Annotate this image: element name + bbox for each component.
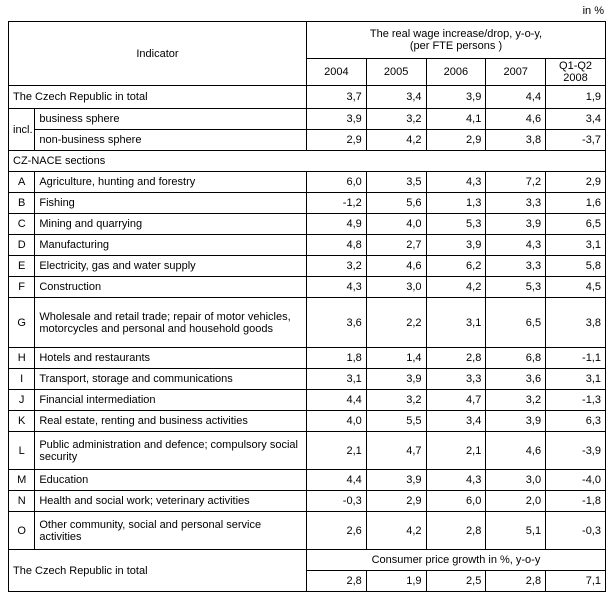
section-code-a: A bbox=[9, 172, 35, 193]
cell-i-2004: 3,1 bbox=[306, 369, 366, 390]
section-name-l: Public administration and defence; compulsory social security bbox=[35, 432, 307, 470]
cell-nonbusiness-q1q2-2008: -3,7 bbox=[546, 130, 606, 151]
cpi-header: Consumer price growth in %, y-o-y bbox=[306, 550, 605, 571]
header-group-title bbox=[306, 22, 605, 59]
cell-n-2005: 2,9 bbox=[366, 491, 426, 512]
cell-k-q1q2-2008: 6,3 bbox=[546, 411, 606, 432]
section-code-m: M bbox=[9, 470, 35, 491]
wage-statistics-table bbox=[8, 21, 606, 592]
table-row-section-g bbox=[9, 298, 606, 348]
cell-cpi-2004: 2,8 bbox=[306, 571, 366, 592]
cell-business-2006: 4,1 bbox=[426, 109, 486, 130]
cell-k-2005: 5,5 bbox=[366, 411, 426, 432]
cell-business-q1q2-2008: 3,4 bbox=[546, 109, 606, 130]
section-code-d: D bbox=[9, 235, 35, 256]
cell-e-2004: 3,2 bbox=[306, 256, 366, 277]
cell-total-2005: 3,4 bbox=[366, 86, 426, 109]
section-code-n: N bbox=[9, 491, 35, 512]
cell-b-2004: -1,2 bbox=[306, 193, 366, 214]
cell-e-2005: 4,6 bbox=[366, 256, 426, 277]
cell-m-2007: 3,0 bbox=[486, 470, 546, 491]
table-header-row-top bbox=[9, 22, 606, 59]
cell-d-2006: 3,9 bbox=[426, 235, 486, 256]
cell-l-2004: 2,1 bbox=[306, 432, 366, 470]
section-code-g: G bbox=[9, 298, 35, 348]
cell-nonbusiness-2007: 3,8 bbox=[486, 130, 546, 151]
cell-g-2005: 2,2 bbox=[366, 298, 426, 348]
cell-o-2005: 4,2 bbox=[366, 512, 426, 550]
section-code-h: H bbox=[9, 348, 35, 369]
section-code-k: K bbox=[9, 411, 35, 432]
table-row-section-a bbox=[9, 172, 606, 193]
cell-d-q1q2-2008: 3,1 bbox=[546, 235, 606, 256]
section-name-o: Other community, social and personal service activities bbox=[35, 512, 307, 550]
cell-c-2004: 4,9 bbox=[306, 214, 366, 235]
table-row-section-k bbox=[9, 411, 606, 432]
cell-total-2007: 4,4 bbox=[486, 86, 546, 109]
cell-j-2006: 4,7 bbox=[426, 390, 486, 411]
cell-business-2005: 3,2 bbox=[366, 109, 426, 130]
cell-o-2006: 2,8 bbox=[426, 512, 486, 550]
cell-h-2007: 6,8 bbox=[486, 348, 546, 369]
table-row-section-f bbox=[9, 277, 606, 298]
section-code-o: O bbox=[9, 512, 35, 550]
cell-c-2005: 4,0 bbox=[366, 214, 426, 235]
section-name-k: Real estate, renting and business activities bbox=[35, 411, 307, 432]
cell-k-2006: 3,4 bbox=[426, 411, 486, 432]
cell-h-2005: 1,4 bbox=[366, 348, 426, 369]
cell-o-2007: 5,1 bbox=[486, 512, 546, 550]
cell-a-q1q2-2008: 2,9 bbox=[546, 172, 606, 193]
section-name-a: Agriculture, hunting and forestry bbox=[35, 172, 307, 193]
section-code-b: B bbox=[9, 193, 35, 214]
header-period-line2: 2008 bbox=[563, 72, 588, 84]
cell-total-q1q2-2008: 1,9 bbox=[546, 86, 606, 109]
section-name-g: Wholesale and retail trade; repair of motor vehicles, motorcycles and personal and household goods bbox=[35, 298, 307, 348]
cell-n-2007: 2,0 bbox=[486, 491, 546, 512]
table-row-section-m bbox=[9, 470, 606, 491]
cell-o-2004: 2,6 bbox=[306, 512, 366, 550]
cell-c-2007: 3,9 bbox=[486, 214, 546, 235]
table-row-section-j bbox=[9, 390, 606, 411]
table-row-section-c bbox=[9, 214, 606, 235]
cell-k-2007: 3,9 bbox=[486, 411, 546, 432]
cell-a-2004: 6,0 bbox=[306, 172, 366, 193]
cell-l-q1q2-2008: -3,9 bbox=[546, 432, 606, 470]
header-period-line1: Q1-Q2 bbox=[559, 60, 593, 72]
unit-note: in % bbox=[582, 5, 604, 17]
cell-j-2004: 4,4 bbox=[306, 390, 366, 411]
section-code-c: C bbox=[9, 214, 35, 235]
section-name-h: Hotels and restaurants bbox=[35, 348, 307, 369]
cell-total-2004: 3,7 bbox=[306, 86, 366, 109]
cell-a-2006: 4,3 bbox=[426, 172, 486, 193]
header-year-2005: 2005 bbox=[366, 59, 426, 86]
table-row-czech-republic-total bbox=[9, 86, 606, 109]
cell-i-2007: 3,6 bbox=[486, 369, 546, 390]
cell-h-q1q2-2008: -1,1 bbox=[546, 348, 606, 369]
cell-cpi-2005: 1,9 bbox=[366, 571, 426, 592]
table-row-non-business-sphere bbox=[9, 130, 606, 151]
section-name-b: Fishing bbox=[35, 193, 307, 214]
table-row-business-sphere bbox=[9, 109, 606, 130]
cell-nonbusiness-2005: 4,2 bbox=[366, 130, 426, 151]
cell-j-q1q2-2008: -1,3 bbox=[546, 390, 606, 411]
cell-m-2006: 4,3 bbox=[426, 470, 486, 491]
header-indicator: Indicator bbox=[9, 22, 307, 86]
cell-b-2007: 3,3 bbox=[486, 193, 546, 214]
cell-e-2007: 3,3 bbox=[486, 256, 546, 277]
section-name-j: Financial intermediation bbox=[35, 390, 307, 411]
table-row-section-i bbox=[9, 369, 606, 390]
table-row-section-n bbox=[9, 491, 606, 512]
cell-g-2006: 3,1 bbox=[426, 298, 486, 348]
row-label-business-sphere: business sphere bbox=[35, 109, 307, 130]
cell-d-2004: 4,8 bbox=[306, 235, 366, 256]
cell-business-2004: 3,9 bbox=[306, 109, 366, 130]
cell-f-2005: 3,0 bbox=[366, 277, 426, 298]
cell-total-2006: 3,9 bbox=[426, 86, 486, 109]
cell-j-2007: 3,2 bbox=[486, 390, 546, 411]
table-row-section-b bbox=[9, 193, 606, 214]
section-name-i: Transport, storage and communications bbox=[35, 369, 307, 390]
cell-a-2007: 7,2 bbox=[486, 172, 546, 193]
header-year-2006: 2006 bbox=[426, 59, 486, 86]
section-name-d: Manufacturing bbox=[35, 235, 307, 256]
row-label-czech-republic-total-bottom: The Czech Republic in total bbox=[9, 550, 307, 592]
cznace-sections-header: CZ-NACE sections bbox=[9, 151, 606, 172]
cell-k-2004: 4,0 bbox=[306, 411, 366, 432]
header-group-title-line2: (per FTE persons ) bbox=[409, 40, 503, 52]
cell-c-2006: 5,3 bbox=[426, 214, 486, 235]
cell-nonbusiness-2004: 2,9 bbox=[306, 130, 366, 151]
cell-cpi-2007: 2,8 bbox=[486, 571, 546, 592]
cell-g-2004: 3,6 bbox=[306, 298, 366, 348]
cell-business-2007: 4,6 bbox=[486, 109, 546, 130]
cell-b-2005: 5,6 bbox=[366, 193, 426, 214]
table-row-section-h bbox=[9, 348, 606, 369]
cell-j-2005: 3,2 bbox=[366, 390, 426, 411]
row-label-non-business-sphere: non-business sphere bbox=[35, 130, 307, 151]
cell-g-q1q2-2008: 3,8 bbox=[546, 298, 606, 348]
section-code-f: F bbox=[9, 277, 35, 298]
cell-f-2007: 5,3 bbox=[486, 277, 546, 298]
cell-b-2006: 1,3 bbox=[426, 193, 486, 214]
cell-o-q1q2-2008: -0,3 bbox=[546, 512, 606, 550]
section-name-n: Health and social work; veterinary activities bbox=[35, 491, 307, 512]
section-code-l: L bbox=[9, 432, 35, 470]
cell-d-2005: 2,7 bbox=[366, 235, 426, 256]
cell-n-2004: -0,3 bbox=[306, 491, 366, 512]
section-code-j: J bbox=[9, 390, 35, 411]
section-code-e: E bbox=[9, 256, 35, 277]
header-year-2004: 2004 bbox=[306, 59, 366, 86]
cell-e-2006: 6,2 bbox=[426, 256, 486, 277]
cell-f-2004: 4,3 bbox=[306, 277, 366, 298]
cell-m-2005: 3,9 bbox=[366, 470, 426, 491]
section-name-e: Electricity, gas and water supply bbox=[35, 256, 307, 277]
cell-c-q1q2-2008: 6,5 bbox=[546, 214, 606, 235]
cell-f-q1q2-2008: 4,5 bbox=[546, 277, 606, 298]
section-code-i: I bbox=[9, 369, 35, 390]
cell-h-2006: 2,8 bbox=[426, 348, 486, 369]
cell-f-2006: 4,2 bbox=[426, 277, 486, 298]
cell-n-2006: 6,0 bbox=[426, 491, 486, 512]
header-year-2007: 2007 bbox=[486, 59, 546, 86]
cell-d-2007: 4,3 bbox=[486, 235, 546, 256]
cell-i-2006: 3,3 bbox=[426, 369, 486, 390]
cell-n-q1q2-2008: -1,8 bbox=[546, 491, 606, 512]
section-name-m: Education bbox=[35, 470, 307, 491]
table-row-section-l bbox=[9, 432, 606, 470]
cell-m-q1q2-2008: -4,0 bbox=[546, 470, 606, 491]
section-name-c: Mining and quarrying bbox=[35, 214, 307, 235]
table-row-cznace-header bbox=[9, 151, 606, 172]
table-row-cpi-header bbox=[9, 550, 606, 571]
table-row-section-d bbox=[9, 235, 606, 256]
cell-cpi-q1q2-2008: 7,1 bbox=[546, 571, 606, 592]
cell-cpi-2006: 2,5 bbox=[426, 571, 486, 592]
cell-a-2005: 3,5 bbox=[366, 172, 426, 193]
row-label-incl: incl. bbox=[9, 109, 35, 151]
cell-h-2004: 1,8 bbox=[306, 348, 366, 369]
cell-l-2006: 2,1 bbox=[426, 432, 486, 470]
row-label-czech-republic-total: The Czech Republic in total bbox=[9, 86, 307, 109]
cell-e-q1q2-2008: 5,8 bbox=[546, 256, 606, 277]
cell-i-q1q2-2008: 3,1 bbox=[546, 369, 606, 390]
cell-b-q1q2-2008: 1,6 bbox=[546, 193, 606, 214]
section-name-f: Construction bbox=[35, 277, 307, 298]
cell-nonbusiness-2006: 2,9 bbox=[426, 130, 486, 151]
cell-l-2005: 4,7 bbox=[366, 432, 426, 470]
cell-m-2004: 4,4 bbox=[306, 470, 366, 491]
header-period-q1q2-2008 bbox=[546, 59, 606, 86]
table-row-section-e bbox=[9, 256, 606, 277]
cell-i-2005: 3,9 bbox=[366, 369, 426, 390]
cell-l-2007: 4,6 bbox=[486, 432, 546, 470]
header-group-title-line1: The real wage increase/drop, y-o-y, bbox=[369, 28, 543, 40]
table-row-section-o bbox=[9, 512, 606, 550]
cell-g-2007: 6,5 bbox=[486, 298, 546, 348]
